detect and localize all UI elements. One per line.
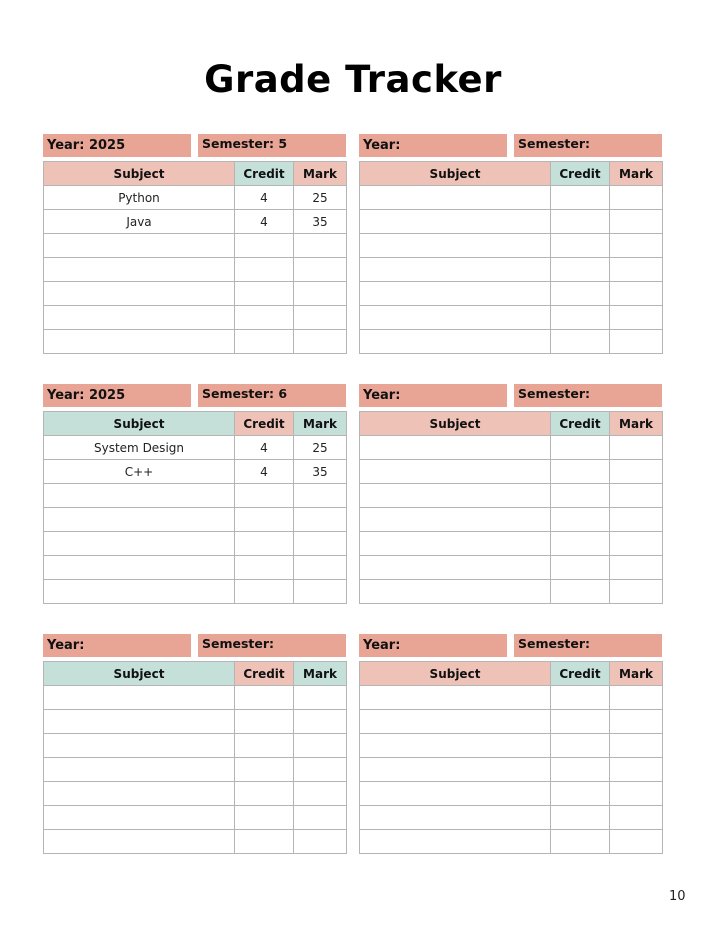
credit-cell[interactable] <box>551 484 610 508</box>
credit-cell[interactable] <box>551 258 610 282</box>
table-row <box>44 186 347 210</box>
table-row <box>360 686 663 710</box>
subject-cell[interactable] <box>360 532 551 556</box>
mark-cell[interactable]: 35 <box>294 210 347 234</box>
subject-cell[interactable]: Java <box>44 210 235 234</box>
table-header-row <box>44 162 347 186</box>
mark-header: Mark <box>610 412 663 436</box>
credit-header: Credit <box>551 162 610 186</box>
subject-cell[interactable] <box>44 580 235 604</box>
grade-table <box>43 661 347 854</box>
table-row <box>360 580 663 604</box>
subject-cell[interactable] <box>360 710 551 734</box>
subject-cell[interactable] <box>360 508 551 532</box>
credit-cell[interactable] <box>551 282 610 306</box>
mark-cell[interactable] <box>610 556 663 580</box>
credit-cell[interactable] <box>551 782 610 806</box>
table-row <box>44 460 347 484</box>
credit-cell[interactable] <box>235 306 294 330</box>
table-row <box>360 484 663 508</box>
table-row <box>360 532 663 556</box>
mark-header: Mark <box>294 412 347 436</box>
credit-cell[interactable] <box>551 758 610 782</box>
mark-header: Mark <box>294 662 347 686</box>
subject-cell[interactable] <box>360 306 551 330</box>
grade-tracker-block <box>359 384 662 431</box>
credit-cell[interactable] <box>551 806 610 830</box>
mark-cell[interactable] <box>610 686 663 710</box>
table-row <box>44 782 347 806</box>
table-row <box>44 686 347 710</box>
subject-cell[interactable] <box>44 484 235 508</box>
table-row <box>360 556 663 580</box>
subject-cell[interactable] <box>44 306 235 330</box>
table-row <box>360 460 663 484</box>
table-row <box>360 306 663 330</box>
credit-cell[interactable] <box>235 282 294 306</box>
mark-cell[interactable] <box>294 508 347 532</box>
table-row <box>44 306 347 330</box>
mark-cell[interactable] <box>294 258 347 282</box>
block-header <box>359 134 662 157</box>
credit-header: Credit <box>551 412 610 436</box>
mark-cell[interactable] <box>294 282 347 306</box>
table-header-row <box>44 412 347 436</box>
subject-cell[interactable] <box>360 686 551 710</box>
table-row <box>360 210 663 234</box>
table-row <box>44 580 347 604</box>
credit-cell[interactable] <box>551 330 610 354</box>
mark-cell[interactable] <box>610 258 663 282</box>
block-header <box>359 634 662 657</box>
credit-cell[interactable]: 4 <box>235 186 294 210</box>
table-row <box>360 330 663 354</box>
table-row <box>360 710 663 734</box>
mark-cell[interactable] <box>610 734 663 758</box>
credit-cell[interactable] <box>235 686 294 710</box>
mark-cell[interactable] <box>610 306 663 330</box>
mark-header: Mark <box>610 162 663 186</box>
subject-cell[interactable] <box>360 758 551 782</box>
block-header <box>43 384 346 407</box>
subject-cell[interactable] <box>44 806 235 830</box>
mark-cell[interactable] <box>294 330 347 354</box>
table-row <box>360 734 663 758</box>
table-row <box>360 782 663 806</box>
mark-cell[interactable] <box>294 830 347 854</box>
subject-cell[interactable] <box>44 508 235 532</box>
credit-cell[interactable] <box>235 484 294 508</box>
subject-cell[interactable] <box>44 556 235 580</box>
subject-cell[interactable] <box>44 734 235 758</box>
table-header-row <box>360 412 663 436</box>
credit-cell[interactable] <box>551 532 610 556</box>
subject-cell[interactable] <box>360 782 551 806</box>
credit-header: Credit <box>551 662 610 686</box>
credit-header: Credit <box>235 412 294 436</box>
grade-tracker-block <box>43 384 346 479</box>
table-row <box>44 806 347 830</box>
year-label: Year: <box>43 634 191 657</box>
subject-cell[interactable] <box>44 758 235 782</box>
mark-cell[interactable] <box>610 282 663 306</box>
subject-cell[interactable] <box>360 460 551 484</box>
block-header <box>43 134 346 157</box>
subject-cell[interactable] <box>360 734 551 758</box>
credit-cell[interactable] <box>551 508 610 532</box>
mark-cell[interactable] <box>294 580 347 604</box>
credit-cell[interactable] <box>235 580 294 604</box>
subject-cell[interactable] <box>360 210 551 234</box>
year-label: Year: 2025 <box>43 384 191 407</box>
credit-cell[interactable] <box>551 734 610 758</box>
credit-cell[interactable]: 4 <box>235 436 294 460</box>
grade-table <box>43 411 347 604</box>
block-header <box>359 384 662 407</box>
mark-cell[interactable] <box>610 460 663 484</box>
credit-cell[interactable] <box>551 830 610 854</box>
mark-cell[interactable]: 35 <box>294 460 347 484</box>
credit-cell[interactable] <box>551 580 610 604</box>
credit-cell[interactable] <box>235 508 294 532</box>
credit-cell[interactable] <box>551 460 610 484</box>
year-label: Year: 2025 <box>43 134 191 157</box>
subject-cell[interactable] <box>44 258 235 282</box>
credit-cell[interactable] <box>235 330 294 354</box>
grade-table <box>359 161 663 354</box>
subject-header: Subject <box>44 662 235 686</box>
mark-cell[interactable] <box>610 234 663 258</box>
subject-cell[interactable] <box>44 330 235 354</box>
table-row <box>44 282 347 306</box>
table-row <box>44 258 347 282</box>
mark-cell[interactable] <box>610 580 663 604</box>
credit-cell[interactable] <box>235 710 294 734</box>
subject-header: Subject <box>360 162 551 186</box>
mark-cell[interactable] <box>610 330 663 354</box>
subject-cell[interactable] <box>44 782 235 806</box>
credit-cell[interactable]: 4 <box>235 210 294 234</box>
grade-tracker-block <box>359 634 662 681</box>
subject-header: Subject <box>44 162 235 186</box>
mark-cell[interactable] <box>610 484 663 508</box>
table-row <box>360 758 663 782</box>
mark-cell[interactable] <box>294 710 347 734</box>
mark-cell[interactable] <box>294 532 347 556</box>
grade-table <box>359 411 663 604</box>
page-number: 10 <box>669 889 686 904</box>
table-row <box>44 484 347 508</box>
table-row <box>44 556 347 580</box>
mark-cell[interactable]: 25 <box>294 436 347 460</box>
grade-tracker-block <box>43 634 346 681</box>
mark-cell[interactable] <box>610 830 663 854</box>
table-row <box>360 234 663 258</box>
credit-cell[interactable] <box>551 234 610 258</box>
table-row <box>44 532 347 556</box>
mark-cell[interactable] <box>294 758 347 782</box>
credit-cell[interactable] <box>551 186 610 210</box>
table-row <box>360 508 663 532</box>
credit-cell[interactable] <box>235 532 294 556</box>
year-label: Year: <box>359 134 507 157</box>
mark-header: Mark <box>610 662 663 686</box>
mark-cell[interactable] <box>294 234 347 258</box>
mark-cell[interactable] <box>294 306 347 330</box>
grade-table <box>43 161 347 354</box>
grade-table <box>359 661 663 854</box>
table-row <box>44 330 347 354</box>
credit-cell[interactable] <box>235 782 294 806</box>
mark-cell[interactable] <box>610 436 663 460</box>
mark-header: Mark <box>294 162 347 186</box>
credit-cell[interactable] <box>551 686 610 710</box>
mark-cell[interactable] <box>610 186 663 210</box>
credit-cell[interactable] <box>551 436 610 460</box>
credit-cell[interactable] <box>551 306 610 330</box>
mark-cell[interactable] <box>610 806 663 830</box>
grade-tracker-block <box>43 134 346 229</box>
subject-cell[interactable] <box>44 282 235 306</box>
mark-cell[interactable] <box>610 782 663 806</box>
subject-cell[interactable] <box>360 484 551 508</box>
credit-header: Credit <box>235 162 294 186</box>
year-label: Year: <box>359 384 507 407</box>
subject-cell[interactable] <box>44 686 235 710</box>
table-header-row <box>360 662 663 686</box>
table-row <box>360 806 663 830</box>
mark-cell[interactable] <box>610 532 663 556</box>
subject-cell[interactable] <box>44 710 235 734</box>
semester-label: Semester: <box>514 134 662 157</box>
credit-cell[interactable] <box>235 830 294 854</box>
mark-cell[interactable] <box>294 734 347 758</box>
subject-cell[interactable] <box>44 532 235 556</box>
mark-cell[interactable] <box>610 710 663 734</box>
mark-cell[interactable] <box>294 556 347 580</box>
table-row <box>44 210 347 234</box>
semester-label: Semester: 5 <box>198 134 346 157</box>
table-row <box>360 830 663 854</box>
table-row <box>44 758 347 782</box>
semester-label: Semester: <box>198 634 346 657</box>
block-header <box>43 634 346 657</box>
credit-cell[interactable]: 4 <box>235 460 294 484</box>
subject-cell[interactable] <box>360 806 551 830</box>
semester-label: Semester: <box>514 634 662 657</box>
credit-cell[interactable] <box>551 710 610 734</box>
subject-cell[interactable] <box>360 830 551 854</box>
subject-cell[interactable]: C++ <box>44 460 235 484</box>
subject-cell[interactable] <box>360 436 551 460</box>
subject-cell[interactable] <box>44 234 235 258</box>
subject-cell[interactable] <box>360 282 551 306</box>
table-row <box>44 508 347 532</box>
credit-cell[interactable] <box>235 758 294 782</box>
mark-cell[interactable] <box>610 210 663 234</box>
subject-cell[interactable]: System Design <box>44 436 235 460</box>
mark-cell[interactable] <box>294 686 347 710</box>
subject-cell[interactable] <box>360 258 551 282</box>
semester-label: Semester: 6 <box>198 384 346 407</box>
subject-cell[interactable] <box>360 186 551 210</box>
subject-header: Subject <box>360 662 551 686</box>
table-row <box>44 234 347 258</box>
mark-cell[interactable] <box>294 806 347 830</box>
subject-cell[interactable] <box>360 580 551 604</box>
table-row <box>44 710 347 734</box>
subject-cell[interactable] <box>360 234 551 258</box>
table-row <box>44 436 347 460</box>
mark-cell[interactable] <box>294 484 347 508</box>
subject-cell[interactable]: Python <box>44 186 235 210</box>
grade-tracker-block <box>359 134 662 181</box>
subject-header: Subject <box>44 412 235 436</box>
mark-cell[interactable] <box>294 782 347 806</box>
table-row <box>44 830 347 854</box>
subject-header: Subject <box>360 412 551 436</box>
subject-cell[interactable] <box>360 556 551 580</box>
subject-cell[interactable] <box>44 830 235 854</box>
table-row <box>360 436 663 460</box>
mark-cell[interactable]: 25 <box>294 186 347 210</box>
semester-label: Semester: <box>514 384 662 407</box>
credit-cell[interactable] <box>551 556 610 580</box>
credit-header: Credit <box>235 662 294 686</box>
credit-cell[interactable] <box>235 734 294 758</box>
table-row <box>360 282 663 306</box>
table-row <box>44 734 347 758</box>
table-header-row <box>360 162 663 186</box>
credit-cell[interactable] <box>235 234 294 258</box>
subject-cell[interactable] <box>360 330 551 354</box>
page-title: Grade Tracker <box>204 58 502 101</box>
table-header-row <box>44 662 347 686</box>
table-row <box>360 186 663 210</box>
mark-cell[interactable] <box>610 508 663 532</box>
credit-cell[interactable] <box>551 210 610 234</box>
credit-cell[interactable] <box>235 258 294 282</box>
table-row <box>360 258 663 282</box>
credit-cell[interactable] <box>235 556 294 580</box>
year-label: Year: <box>359 634 507 657</box>
credit-cell[interactable] <box>235 806 294 830</box>
mark-cell[interactable] <box>610 758 663 782</box>
